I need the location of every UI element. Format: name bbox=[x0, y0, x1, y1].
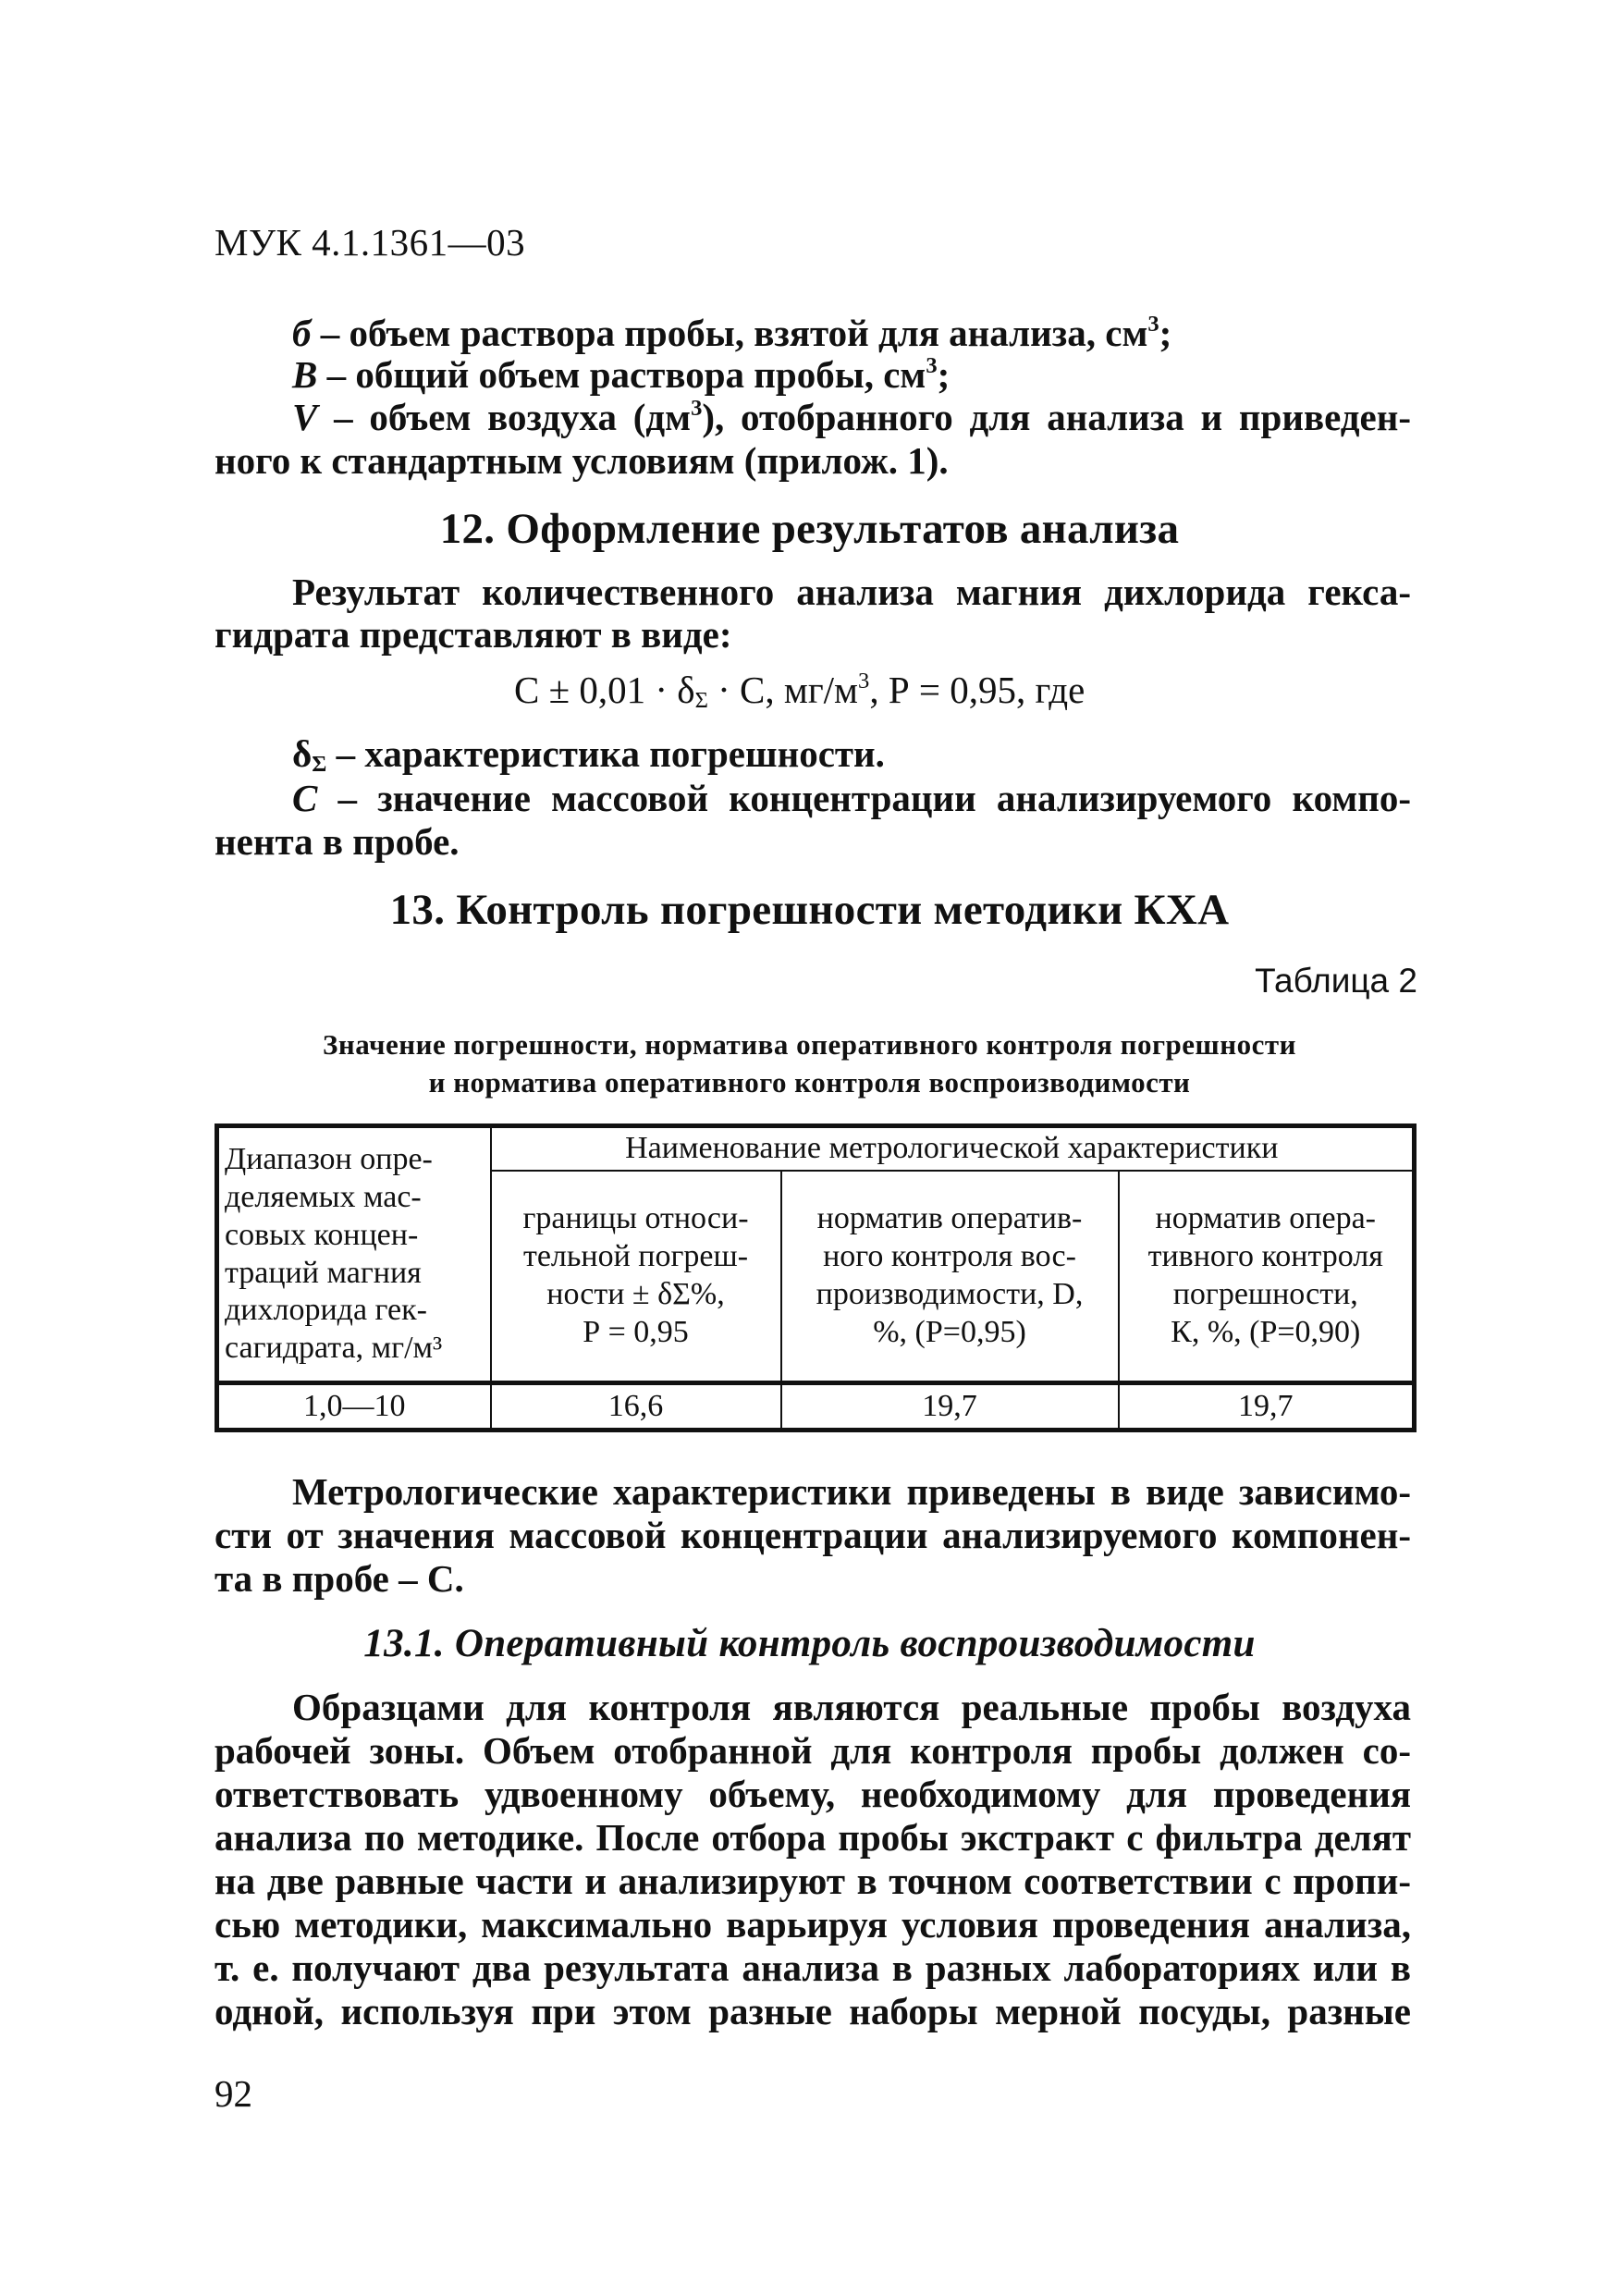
definition-v-sup: 3 bbox=[926, 353, 938, 379]
table-header-error-control-text: норматив опера- тивного контроля погрешности, К, %, (Р=0,90) bbox=[1147, 1201, 1383, 1349]
table-label: Таблица 2 bbox=[1255, 962, 1417, 1000]
definition-air-sup: 3 bbox=[691, 396, 703, 422]
table-header-error-control bbox=[1119, 1171, 1415, 1383]
definition-air-line2: ного к стандартным условиям (прилож. 1). bbox=[215, 439, 949, 482]
delta-text: – характеристика погрешности. bbox=[326, 732, 885, 775]
page-number: 92 bbox=[215, 2072, 252, 2115]
definition-b-symbol: б bbox=[292, 312, 312, 354]
section-13-paragraph-line3: та в пробе – С. bbox=[215, 1557, 464, 1600]
delta-sub: Σ bbox=[312, 751, 327, 777]
table-cell-error-bounds: 16,6 bbox=[491, 1383, 781, 1430]
definition-air-text: – объем воздуха (дм bbox=[317, 396, 692, 438]
section-13-1-heading: 13.1. Оперативный контроль воспроизводимости bbox=[363, 1622, 1256, 1665]
table-row bbox=[217, 1383, 1415, 1430]
section-12-paragraph-line2: гидрата представляют в виде: bbox=[215, 613, 732, 656]
formula-sub: Σ bbox=[694, 687, 708, 713]
section-13-1-line3: ответствовать удвоенному объему, необходимому для проведения bbox=[215, 1773, 1411, 1815]
table-cell-error-control: 19,7 bbox=[1119, 1383, 1415, 1430]
definition-delta bbox=[292, 732, 885, 777]
section-13-1-line2: рабочей зоны. Объем отобранной для контроля пробы должен со- bbox=[215, 1729, 1411, 1772]
section-12-heading: 12. Оформление результатов анализа bbox=[439, 505, 1180, 553]
definition-b bbox=[292, 314, 1171, 352]
document-code: МУК 4.1.1361—03 bbox=[215, 221, 526, 264]
table-cell-range: 1,0—10 bbox=[217, 1383, 491, 1430]
table-cell-reproducibility: 19,7 bbox=[781, 1383, 1119, 1430]
table-header-reproducibility-text: норматив оператив- ного контроля вос- производимости, D, %, (Р=0,95) bbox=[816, 1201, 1084, 1349]
section-13-1-line7: т. е. получают два результата анализа в разных лабораториях или в bbox=[215, 1946, 1411, 1989]
section-13-heading: 13. Контроль погрешности методики КХА bbox=[389, 886, 1230, 934]
formula-part-3: , Р = 0,95, где bbox=[869, 669, 1085, 711]
table-title-line2: и норматива оперативного контроля воспроизводимости bbox=[428, 1066, 1191, 1099]
definition-c-line2: нента в пробе. bbox=[215, 820, 460, 863]
definition-b-end: ; bbox=[1159, 312, 1172, 354]
table-header-row bbox=[217, 1126, 1415, 1171]
definition-b-sup: 3 bbox=[1147, 312, 1159, 338]
result-formula bbox=[514, 669, 1085, 713]
definition-b-text: – объем раствора пробы, взятой для анализа, см bbox=[311, 312, 1148, 354]
c-text: – значение массовой концентрации анализируемого компо- bbox=[317, 777, 1411, 819]
definition-v-symbol: В bbox=[292, 353, 318, 396]
section-12-paragraph-line1: Результат количественного анализа магния дихлорида гекса- bbox=[292, 571, 1411, 613]
section-13-paragraph-line1: Метрологические характеристики приведены в виде зависимо- bbox=[292, 1470, 1411, 1513]
definition-air bbox=[292, 396, 1411, 438]
table-header-range-text: Диапазон опре- деляемых мас- совых концен- траций магния дихлорида гек- сагидрата, мг/м³ bbox=[225, 1142, 443, 1366]
table-header-reproducibility bbox=[781, 1171, 1119, 1383]
formula-sup: 3 bbox=[858, 669, 870, 694]
formula-part-2: · С, мг/м bbox=[707, 669, 859, 711]
table-group-header bbox=[491, 1126, 1415, 1171]
section-13-1-line6: сью методики, максимально варьируя условия проведения анализа, bbox=[215, 1903, 1411, 1946]
definition-v-end: ; bbox=[937, 353, 951, 396]
c-symbol: С bbox=[292, 777, 318, 819]
section-13-1-line1: Образцами для контроля являются реальные пробы воздуха bbox=[292, 1686, 1411, 1728]
definition-air-text-2: ), отобранного для анализа и приведен- bbox=[702, 396, 1411, 438]
formula-part-1: С ± 0,01 · δ bbox=[514, 669, 695, 711]
definition-c bbox=[292, 777, 1411, 819]
section-13-1-line8: одной, используя при этом разные наборы мерной посуды, разные bbox=[215, 1990, 1411, 2032]
section-13-1-line5: на две равные части и анализируют в точном соответствии с пропи- bbox=[215, 1860, 1411, 1902]
table-title-line1: Значение погрешности, норматива оперативного контроля погрешности bbox=[323, 1028, 1296, 1061]
table-group-header-text: Наименование метрологической характеристики bbox=[625, 1130, 1279, 1165]
definition-air-symbol: V bbox=[292, 396, 318, 438]
section-13-1-line4: анализа по методике. После отбора пробы экстракт с фильтра делят bbox=[215, 1816, 1411, 1859]
definition-v-text: – общий объем раствора пробы, см bbox=[317, 353, 926, 396]
delta-symbol: δ bbox=[292, 732, 313, 775]
definition-v bbox=[292, 353, 951, 396]
section-13-paragraph-line2: сти от значения массовой концентрации анализируемого компонен- bbox=[215, 1514, 1411, 1556]
table-header-range bbox=[217, 1126, 491, 1383]
metrology-table bbox=[215, 1123, 1417, 1432]
table-header-error-bounds bbox=[491, 1171, 781, 1383]
table-header-error-bounds-text: границы относи- тельной погреш- ности ± δΣ%, Р = 0,95 bbox=[522, 1201, 749, 1349]
